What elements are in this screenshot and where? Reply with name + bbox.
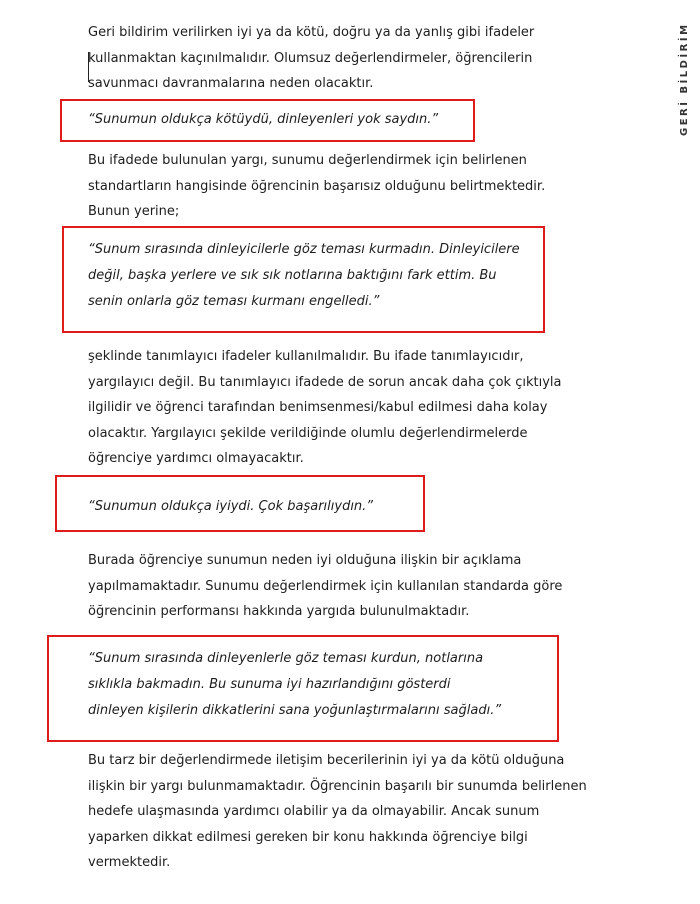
quote-line: “Sunumun oldukça iyiydi. Çok başarılıydın.” <box>88 499 374 514</box>
text-line: yaparken dikkat edilmesi gereken bir konu hakkında öğrenciye bilgi <box>88 829 528 845</box>
quote-positive-descriptive <box>88 646 501 724</box>
paragraph-explanation-2 <box>88 344 600 472</box>
text-line: öğrencinin performansı hakkında yargıda bulunulmaktadır. <box>88 604 470 619</box>
text-line: hedefe ulaşmasında yardımcı olabilir ya da olmayabilir. Ancak sunum <box>88 804 540 819</box>
paragraph-explanation-3 <box>88 548 600 625</box>
text-line: savunmacı davranmalarına neden olacaktır. <box>88 76 374 91</box>
text-line: yapılmamaktadır. Sunumu değerlendirmek için kullanılan standarda göre <box>88 578 563 594</box>
text-line: vermektedir. <box>88 855 171 870</box>
paragraph-conclusion <box>88 748 600 876</box>
quote-negative-judgement <box>88 107 438 133</box>
paragraph-intro <box>88 20 600 97</box>
text-line: şeklinde tanımlayıcı ifadeler kullanılmalıdır. Bu ifade tanımlayıcıdır, <box>88 349 524 364</box>
quote-line: dinleyen kişilerin dikkatlerini sana yoğunlaştırmalarını sağladı.” <box>88 703 502 718</box>
quote-line: değil, başka yerlere ve sık sık notlarına baktığını fark ettim. Bu <box>88 268 497 283</box>
paragraph-explanation-1 <box>88 148 600 225</box>
section-side-label: GERİ BİLDİRİM <box>679 22 690 136</box>
text-line: Geri bildirim verilirken iyi ya da kötü, doğru ya da yanlış gibi ifadeler <box>88 25 535 40</box>
text-line: Bu tarz bir değerlendirmede iletişim becerilerinin iyi ya da kötü olduğuna <box>88 753 565 768</box>
quote-line: “Sunum sırasında dinleyicilerle göz teması kurmadın. Dinleyicilere <box>88 242 520 257</box>
quote-negative-descriptive <box>88 237 520 315</box>
text-line: öğrenciye yardımcı olmayacaktır. <box>88 451 304 466</box>
text-line: kullanmaktan kaçınılmalıdır. Olumsuz değerlendirmeler, öğrencilerin <box>88 50 533 66</box>
quote-line: “Sunum sırasında dinleyenlerle göz teması kurdun, notlarına <box>88 651 484 666</box>
text-line: Bu ifadede bulunulan yargı, sunumu değerlendirmek için belirlenen <box>88 153 527 168</box>
quote-positive-judgement <box>88 494 373 520</box>
quote-line: senin onlarla göz teması kurmanı engelledi.” <box>88 294 380 309</box>
text-line: Bunun yerine; <box>88 204 180 219</box>
text-line: ilişkin bir yargı bulunmamaktadır. Öğrencinin başarılı bir sunumda belirlenen <box>88 778 587 794</box>
quote-line: “Sunumun oldukça kötüydü, dinleyenleri yok saydın.” <box>88 112 439 127</box>
text-line: ilgilidir ve öğrenci tarafından benimsenmesi/kabul edilmesi daha kolay <box>88 400 548 415</box>
quote-line: sıklıkla bakmadın. Bu sunuma iyi hazırlandığını gösterdi <box>88 677 451 692</box>
text-line: Burada öğrenciye sunumun neden iyi olduğuna ilişkin bir açıklama <box>88 553 522 568</box>
text-line: yargılayıcı değil. Bu tanımlayıcı ifadede de sorun ancak daha çok çıktıyla <box>88 374 562 390</box>
text-line: olacaktır. Yargılayıcı şekilde verildiğinde olumlu değerlendirmelerde <box>88 425 528 441</box>
text-line: standartların hangisinde öğrencinin başarısız olduğunu belirtmektedir. <box>88 178 546 194</box>
